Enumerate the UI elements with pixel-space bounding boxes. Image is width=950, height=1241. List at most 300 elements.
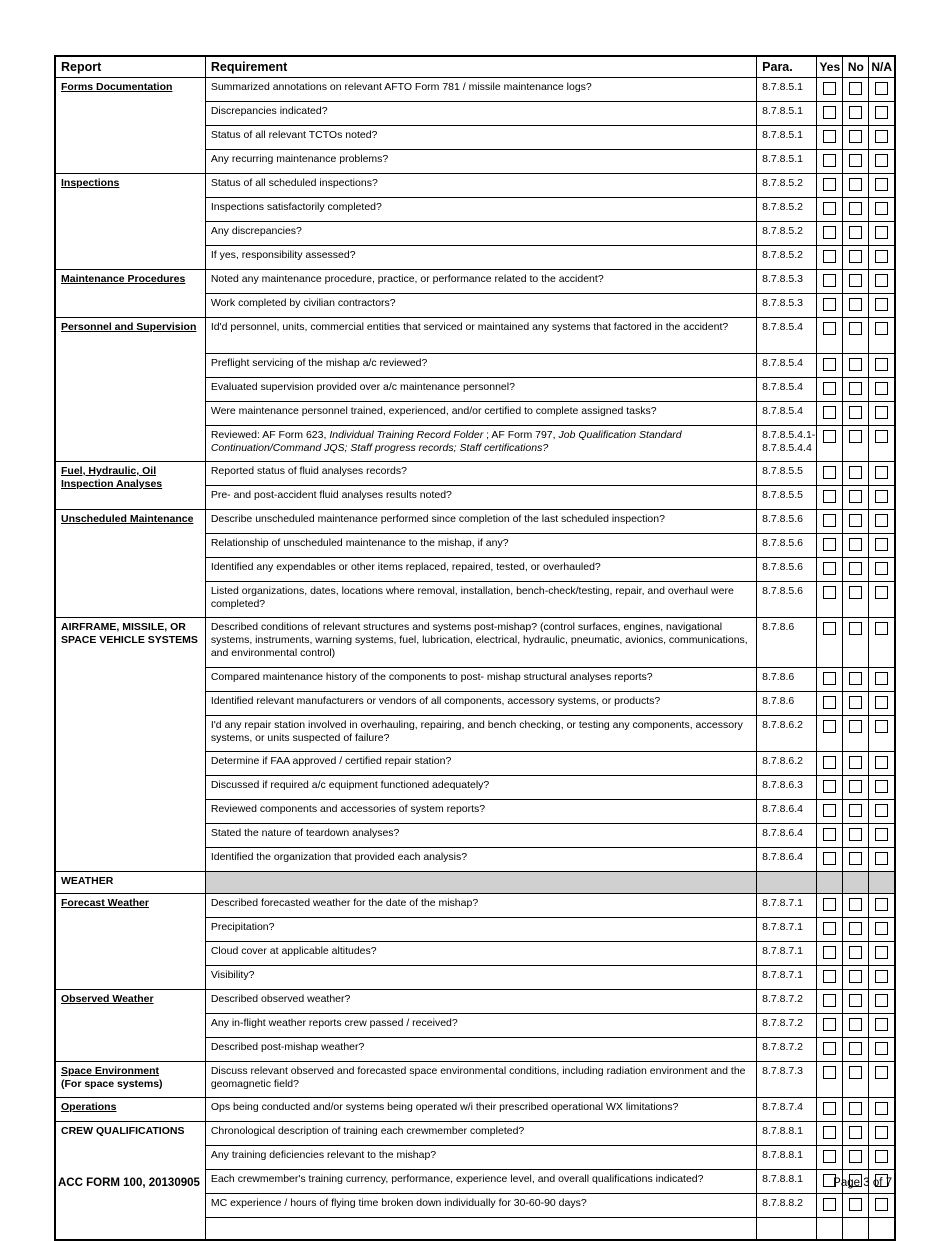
yes-cell	[817, 1122, 843, 1146]
weather-heading-blank	[869, 872, 895, 894]
no-checkbox[interactable]	[849, 922, 862, 935]
na-checkbox[interactable]	[875, 622, 888, 635]
header-yes: Yes	[817, 56, 843, 78]
no-checkbox[interactable]	[849, 1066, 862, 1079]
paragraph-ref: 8.7.8.7.3	[757, 1062, 817, 1098]
paragraph-ref: 8.7.8.7.2	[757, 1014, 817, 1038]
no-checkbox[interactable]	[849, 696, 862, 709]
requirement-text: Identified any expendables or other items replaced, repaired, tested, or overhauled?	[205, 558, 756, 582]
section-label: Forecast Weather	[61, 897, 149, 909]
yes-checkbox[interactable]	[823, 358, 836, 371]
paragraph-ref: 8.7.8.6	[757, 692, 817, 716]
na-checkbox[interactable]	[875, 1066, 888, 1079]
na-cell	[869, 402, 895, 426]
na-checkbox[interactable]	[875, 780, 888, 793]
requirement-text: Describe unscheduled maintenance performed since completion of the last scheduled inspection?	[205, 510, 756, 534]
table-row	[55, 894, 895, 918]
no-cell	[843, 402, 869, 426]
paragraph-ref: 8.7.8.5.1	[757, 78, 817, 102]
paragraph-ref: 8.7.8.7.2	[757, 1038, 817, 1062]
yes-cell	[817, 426, 843, 462]
no-cell	[843, 198, 869, 222]
yes-checkbox[interactable]	[823, 1198, 836, 1211]
na-checkbox[interactable]	[875, 922, 888, 935]
no-cell	[843, 918, 869, 942]
no-cell	[843, 510, 869, 534]
yes-cell	[817, 582, 843, 618]
paragraph-ref: 8.7.8.6.3	[757, 776, 817, 800]
yes-checkbox[interactable]	[823, 106, 836, 119]
yes-cell	[817, 618, 843, 668]
no-checkbox[interactable]	[849, 562, 862, 575]
na-checkbox[interactable]	[875, 1018, 888, 1031]
na-checkbox[interactable]	[875, 946, 888, 959]
section-unscheduled-maintenance	[55, 510, 205, 618]
na-checkbox[interactable]	[875, 672, 888, 685]
no-cell	[843, 270, 869, 294]
no-cell	[843, 1098, 869, 1122]
checklist-table	[54, 55, 896, 1241]
section-fuel-hydraulic	[55, 462, 205, 510]
yes-cell	[817, 966, 843, 990]
yes-checkbox[interactable]	[823, 274, 836, 287]
no-cell	[843, 78, 869, 102]
na-checkbox[interactable]	[875, 154, 888, 167]
no-cell	[843, 534, 869, 558]
requirement-text: Stated the nature of teardown analyses?	[205, 824, 756, 848]
no-checkbox[interactable]	[849, 130, 862, 143]
na-checkbox[interactable]	[875, 250, 888, 263]
yes-cell	[817, 990, 843, 1014]
yes-cell	[817, 848, 843, 872]
filler-cell	[869, 1218, 895, 1241]
yes-checkbox[interactable]	[823, 672, 836, 685]
paragraph-ref: 8.7.8.7.1	[757, 918, 817, 942]
no-cell	[843, 582, 869, 618]
yes-checkbox[interactable]	[823, 382, 836, 395]
paragraph-ref: 8.7.8.5.4	[757, 378, 817, 402]
yes-cell	[817, 1038, 843, 1062]
no-checkbox[interactable]	[849, 1018, 862, 1031]
yes-checkbox[interactable]	[823, 322, 836, 335]
table-row	[55, 618, 895, 668]
requirement-text: Ops being conducted and/or systems being operated w/i their prescribed operational WX limitations?	[205, 1098, 756, 1122]
na-cell	[869, 1014, 895, 1038]
section-forms-documentation	[55, 78, 205, 174]
no-checkbox[interactable]	[849, 322, 862, 335]
no-checkbox[interactable]	[849, 382, 862, 395]
yes-checkbox[interactable]	[823, 202, 836, 215]
na-checkbox[interactable]	[875, 1042, 888, 1055]
na-checkbox[interactable]	[875, 828, 888, 841]
yes-cell	[817, 776, 843, 800]
requirement-text: Discussed if required a/c equipment functioned adequately?	[205, 776, 756, 800]
yes-checkbox[interactable]	[823, 898, 836, 911]
requirement-text: Discrepancies indicated?	[205, 102, 756, 126]
paragraph-ref: 8.7.8.6	[757, 618, 817, 668]
no-cell	[843, 692, 869, 716]
yes-checkbox[interactable]	[823, 946, 836, 959]
yes-checkbox[interactable]	[823, 828, 836, 841]
na-cell	[869, 198, 895, 222]
yes-cell	[817, 800, 843, 824]
na-checkbox[interactable]	[875, 226, 888, 239]
na-checkbox[interactable]	[875, 804, 888, 817]
no-checkbox[interactable]	[849, 804, 862, 817]
na-checkbox[interactable]	[875, 1150, 888, 1163]
yes-checkbox[interactable]	[823, 154, 836, 167]
paragraph-ref: 8.7.8.6.2	[757, 752, 817, 776]
no-checkbox[interactable]	[849, 586, 862, 599]
na-checkbox[interactable]	[875, 490, 888, 503]
requirement-text: Described observed weather?	[205, 990, 756, 1014]
no-cell	[843, 294, 869, 318]
yes-checkbox[interactable]	[823, 562, 836, 575]
yes-checkbox[interactable]	[823, 970, 836, 983]
yes-checkbox[interactable]	[823, 1150, 836, 1163]
yes-cell	[817, 942, 843, 966]
na-checkbox[interactable]	[875, 696, 888, 709]
yes-checkbox[interactable]	[823, 82, 836, 95]
na-checkbox[interactable]	[875, 178, 888, 191]
yes-checkbox[interactable]	[823, 130, 836, 143]
no-cell	[843, 848, 869, 872]
na-cell	[869, 222, 895, 246]
no-checkbox[interactable]	[849, 672, 862, 685]
paragraph-ref: 8.7.8.8.1	[757, 1146, 817, 1170]
no-checkbox[interactable]	[849, 946, 862, 959]
na-cell	[869, 942, 895, 966]
no-checkbox[interactable]	[849, 106, 862, 119]
no-checkbox[interactable]	[849, 828, 862, 841]
paragraph-ref: 8.7.8.5.4	[757, 402, 817, 426]
na-cell	[869, 246, 895, 270]
paragraph-ref: 8.7.8.7.1	[757, 966, 817, 990]
requirement-text: Evaluated supervision provided over a/c maintenance personnel?	[205, 378, 756, 402]
na-checkbox[interactable]	[875, 514, 888, 527]
yes-checkbox[interactable]	[823, 1126, 836, 1139]
na-checkbox[interactable]	[875, 202, 888, 215]
yes-checkbox[interactable]	[823, 250, 836, 263]
na-checkbox[interactable]	[875, 720, 888, 733]
no-checkbox[interactable]	[849, 1126, 862, 1139]
section-label: CREW QUALIFICATIONS	[61, 1125, 185, 1137]
no-cell	[843, 102, 869, 126]
section-maintenance-procedures	[55, 270, 205, 318]
na-checkbox[interactable]	[875, 106, 888, 119]
na-checkbox[interactable]	[875, 756, 888, 769]
paragraph-ref: 8.7.8.6	[757, 668, 817, 692]
na-cell	[869, 558, 895, 582]
na-checkbox[interactable]	[875, 382, 888, 395]
yes-checkbox[interactable]	[823, 490, 836, 503]
yes-cell	[817, 1014, 843, 1038]
na-cell	[869, 1122, 895, 1146]
no-checkbox[interactable]	[849, 720, 862, 733]
filler-cell	[757, 1218, 817, 1241]
na-checkbox[interactable]	[875, 994, 888, 1007]
paragraph-ref: 8.7.8.5.4	[757, 318, 817, 354]
weather-heading-blank	[843, 872, 869, 894]
table-row	[55, 1062, 895, 1098]
yes-checkbox[interactable]	[823, 466, 836, 479]
yes-checkbox[interactable]	[823, 756, 836, 769]
na-cell	[869, 486, 895, 510]
yes-checkbox[interactable]	[823, 696, 836, 709]
no-cell	[843, 942, 869, 966]
na-checkbox[interactable]	[875, 430, 888, 443]
no-cell	[843, 222, 869, 246]
na-checkbox[interactable]	[875, 852, 888, 865]
na-checkbox[interactable]	[875, 406, 888, 419]
no-checkbox[interactable]	[849, 250, 862, 263]
yes-checkbox[interactable]	[823, 1066, 836, 1079]
na-cell	[869, 894, 895, 918]
table-row	[55, 462, 895, 486]
no-checkbox[interactable]	[849, 82, 862, 95]
yes-cell	[817, 752, 843, 776]
na-cell	[869, 918, 895, 942]
section-operations	[55, 1098, 205, 1122]
yes-checkbox[interactable]	[823, 852, 836, 865]
no-checkbox[interactable]	[849, 756, 862, 769]
yes-checkbox[interactable]	[823, 622, 836, 635]
yes-cell	[817, 486, 843, 510]
no-checkbox[interactable]	[849, 994, 862, 1007]
yes-cell	[817, 294, 843, 318]
paragraph-ref: 8.7.8.8.1	[757, 1122, 817, 1146]
requirement-text: Reviewed: AF Form 623, Individual Training Record Folder ; AF Form 797, Job Qualification Standard Continuation/Command JQS; Staff progress records; Staff certifications?	[205, 426, 756, 462]
na-cell	[869, 990, 895, 1014]
yes-checkbox[interactable]	[823, 1018, 836, 1031]
section-sublabel: (For space systems)	[61, 1078, 163, 1090]
paragraph-ref: 8.7.8.5.4.1- 8.7.8.5.4.4	[757, 426, 817, 462]
yes-checkbox[interactable]	[823, 430, 836, 443]
yes-checkbox[interactable]	[823, 922, 836, 935]
na-checkbox[interactable]	[875, 538, 888, 551]
no-cell	[843, 716, 869, 752]
no-cell	[843, 824, 869, 848]
requirement-text: Work completed by civilian contractors?	[205, 294, 756, 318]
yes-checkbox[interactable]	[823, 538, 836, 551]
section-label: Space Environment	[61, 1065, 160, 1077]
yes-cell	[817, 222, 843, 246]
yes-cell	[817, 354, 843, 378]
na-cell	[869, 582, 895, 618]
na-cell	[869, 668, 895, 692]
na-checkbox[interactable]	[875, 274, 888, 287]
yes-checkbox[interactable]	[823, 804, 836, 817]
no-checkbox[interactable]	[849, 202, 862, 215]
header-para: Para.	[757, 56, 817, 78]
na-cell	[869, 800, 895, 824]
no-checkbox[interactable]	[849, 274, 862, 287]
no-checkbox[interactable]	[849, 1042, 862, 1055]
yes-cell	[817, 102, 843, 126]
na-cell	[869, 318, 895, 354]
no-checkbox[interactable]	[849, 298, 862, 311]
section-space-environment	[55, 1062, 205, 1098]
yes-cell	[817, 150, 843, 174]
yes-cell	[817, 174, 843, 198]
yes-checkbox[interactable]	[823, 514, 836, 527]
no-cell	[843, 1038, 869, 1062]
no-cell	[843, 894, 869, 918]
yes-checkbox[interactable]	[823, 226, 836, 239]
section-label: Operations	[61, 1101, 117, 1113]
na-checkbox[interactable]	[875, 130, 888, 143]
yes-cell	[817, 1062, 843, 1098]
no-checkbox[interactable]	[849, 430, 862, 443]
header-na: N/A	[869, 56, 895, 78]
na-cell	[869, 150, 895, 174]
table-row	[55, 318, 895, 354]
filler-cell	[817, 1218, 843, 1241]
na-checkbox[interactable]	[875, 1102, 888, 1115]
no-checkbox[interactable]	[849, 1150, 862, 1163]
paragraph-ref: 8.7.8.6.2	[757, 716, 817, 752]
header-requirement: Requirement	[205, 56, 756, 78]
no-checkbox[interactable]	[849, 154, 862, 167]
yes-checkbox[interactable]	[823, 406, 836, 419]
page-number: Page 3 of 7	[833, 1177, 892, 1189]
na-cell	[869, 1146, 895, 1170]
filler-cell	[843, 1218, 869, 1241]
yes-cell	[817, 378, 843, 402]
paragraph-ref: 8.7.8.5.1	[757, 126, 817, 150]
yes-cell	[817, 716, 843, 752]
no-cell	[843, 150, 869, 174]
no-cell	[843, 800, 869, 824]
yes-cell	[817, 918, 843, 942]
yes-checkbox[interactable]	[823, 178, 836, 191]
yes-cell	[817, 402, 843, 426]
na-cell	[869, 692, 895, 716]
na-cell	[869, 174, 895, 198]
requirement-text: Described forecasted weather for the date of the mishap?	[205, 894, 756, 918]
section-label: Observed Weather	[61, 993, 154, 1005]
no-checkbox[interactable]	[849, 1198, 862, 1211]
no-checkbox[interactable]	[849, 226, 862, 239]
requirement-text: Any in-flight weather reports crew passed / received?	[205, 1014, 756, 1038]
requirement-text: Any training deficiencies relevant to the mishap?	[205, 1146, 756, 1170]
requirement-text: Chronological description of training each crewmember completed?	[205, 1122, 756, 1146]
requirement-text: Compared maintenance history of the components to post- mishap structural analyses reports?	[205, 668, 756, 692]
na-cell	[869, 510, 895, 534]
header-no: No	[843, 56, 869, 78]
na-cell	[869, 78, 895, 102]
paragraph-ref: 8.7.8.5.2	[757, 174, 817, 198]
no-checkbox[interactable]	[849, 1102, 862, 1115]
requirement-text: Inspections satisfactorily completed?	[205, 198, 756, 222]
paragraph-ref: 8.7.8.5.3	[757, 270, 817, 294]
na-checkbox[interactable]	[875, 466, 888, 479]
requirement-text: Any discrepancies?	[205, 222, 756, 246]
no-cell	[843, 318, 869, 354]
requirement-text: Visibility?	[205, 966, 756, 990]
na-checkbox[interactable]	[875, 1198, 888, 1211]
yes-checkbox[interactable]	[823, 1102, 836, 1115]
yes-cell	[817, 462, 843, 486]
requirement-text: Determine if FAA approved / certified repair station?	[205, 752, 756, 776]
paragraph-ref: 8.7.8.5.6	[757, 582, 817, 618]
na-checkbox[interactable]	[875, 970, 888, 983]
no-checkbox[interactable]	[849, 970, 862, 983]
table-row	[55, 990, 895, 1014]
na-checkbox[interactable]	[875, 322, 888, 335]
yes-checkbox[interactable]	[823, 298, 836, 311]
no-checkbox[interactable]	[849, 406, 862, 419]
paragraph-ref: 8.7.8.7.4	[757, 1098, 817, 1122]
na-cell	[869, 1098, 895, 1122]
paragraph-ref: 8.7.8.5.5	[757, 486, 817, 510]
paragraph-ref: 8.7.8.5.2	[757, 246, 817, 270]
requirement-text: MC experience / hours of flying time broken down individually for 30-60-90 days?	[205, 1194, 756, 1218]
yes-checkbox[interactable]	[823, 1042, 836, 1055]
yes-checkbox[interactable]	[823, 720, 836, 733]
paragraph-ref: 8.7.8.8.1	[757, 1170, 817, 1194]
na-cell	[869, 776, 895, 800]
requirement-text: Status of all relevant TCTOs noted?	[205, 126, 756, 150]
weather-heading-blank	[817, 872, 843, 894]
na-checkbox[interactable]	[875, 1126, 888, 1139]
table-row	[55, 78, 895, 102]
form-id: ACC FORM 100, 20130905	[58, 1177, 200, 1189]
no-cell	[843, 618, 869, 668]
requirement-text: Listed organizations, dates, locations where removal, installation, bench-check/testing, repair, and overhaul were completed?	[205, 582, 756, 618]
paragraph-ref: 8.7.8.5.6	[757, 558, 817, 582]
section-personnel-supervision	[55, 318, 205, 462]
section-label: Inspections	[61, 177, 120, 189]
na-checkbox[interactable]	[875, 586, 888, 599]
section-label: Unscheduled Maintenance	[61, 513, 194, 525]
na-checkbox[interactable]	[875, 358, 888, 371]
na-checkbox[interactable]	[875, 82, 888, 95]
paragraph-ref: 8.7.8.6.4	[757, 848, 817, 872]
requirement-text: Status of all scheduled inspections?	[205, 174, 756, 198]
no-cell	[843, 990, 869, 1014]
yes-checkbox[interactable]	[823, 994, 836, 1007]
paragraph-ref: 8.7.8.5.6	[757, 534, 817, 558]
na-checkbox[interactable]	[875, 562, 888, 575]
paragraph-ref: 8.7.8.7.2	[757, 990, 817, 1014]
no-checkbox[interactable]	[849, 466, 862, 479]
na-checkbox[interactable]	[875, 298, 888, 311]
no-checkbox[interactable]	[849, 358, 862, 371]
no-cell	[843, 426, 869, 462]
yes-checkbox[interactable]	[823, 586, 836, 599]
no-cell	[843, 174, 869, 198]
no-checkbox[interactable]	[849, 538, 862, 551]
no-checkbox[interactable]	[849, 622, 862, 635]
na-cell	[869, 752, 895, 776]
yes-cell	[817, 126, 843, 150]
no-checkbox[interactable]	[849, 514, 862, 527]
no-checkbox[interactable]	[849, 780, 862, 793]
no-checkbox[interactable]	[849, 178, 862, 191]
no-checkbox[interactable]	[849, 898, 862, 911]
section-label: Forms Documentation	[61, 81, 173, 93]
na-cell	[869, 270, 895, 294]
no-checkbox[interactable]	[849, 490, 862, 503]
header-report: Report	[55, 56, 205, 78]
no-checkbox[interactable]	[849, 852, 862, 865]
requirement-text: Id'd personnel, units, commercial entities that serviced or maintained any systems that factored in the accident?	[205, 318, 756, 354]
na-checkbox[interactable]	[875, 898, 888, 911]
no-cell	[843, 486, 869, 510]
requirement-text: If yes, responsibility assessed?	[205, 246, 756, 270]
yes-checkbox[interactable]	[823, 780, 836, 793]
